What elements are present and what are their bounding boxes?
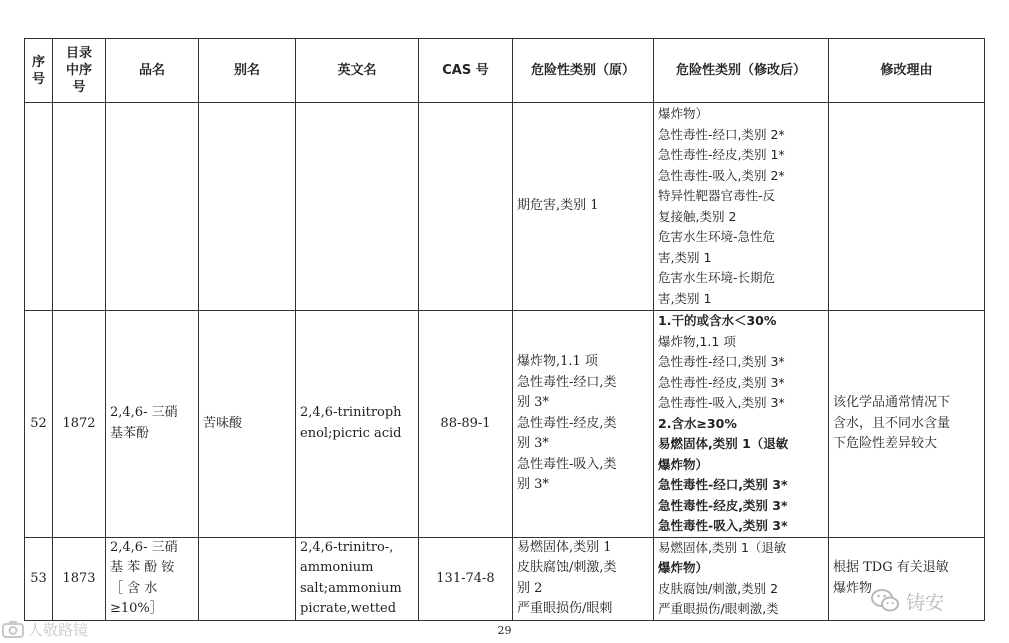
table-row [25,537,985,620]
cell-english-name [296,103,419,311]
watermark-right-text: 铸安 [906,591,945,614]
header-name: 品名 [106,39,199,103]
cell-hazard-revised: 1.干的或含水＜30% 爆炸物,1.1 项 急性毒性-经口,类别 3* 急性毒性-经皮,类别 3* 急性毒性-吸入,类别 3* 2.含水≥30% 易燃固体,类别 1（退敏 爆炸物） 急性毒性-经口,类别 3* 急性毒性-经皮,类别 3* 急性毒性-吸入,类别 3* [654,311,829,538]
header-alias: 别名 [199,39,296,103]
cell-hazard-original: 爆炸物,1.1 项 急性毒性-经口,类 别 3* 急性毒性-经皮,类 别 3* 急性毒性-吸入,类 别 3* [513,311,654,538]
header-cas: CAS 号 [419,39,513,103]
cell-reason: 根据 TDG 有关退敏 爆炸物 [829,537,985,620]
header-english-name: 英文名 [296,39,419,103]
cell-name: 2,4,6- 三硝 基苯酚 [106,311,199,538]
cell-cas [419,103,513,311]
cell-cas: 88-89-1 [419,311,513,538]
header-catalog-seq: 目录 中序 号 [53,39,106,103]
header-hazard-original: 危险性类别（原） [513,39,654,103]
cell-alias [199,537,296,620]
cell-english-name: 2,4,6-trinitro-, ammonium salt;ammonium picrate,wetted [296,537,419,620]
cell-name [106,103,199,311]
cell-catalog-seq: 1873 [53,537,106,620]
hazard-revision-table [24,38,985,621]
cell-hazard-original: 期危害,类别 1 [513,103,654,311]
cell-english-name: 2,4,6-trinitroph enol;picric acid [296,311,419,538]
wechat-icon [870,588,900,614]
cell-seq: 52 [25,311,53,538]
cell-hazard-revised: 易燃固体,类别 1（退敏 爆炸物） 皮肤腐蚀/刺激,类别 2 严重眼损伤/眼刺激,类 [654,537,829,620]
header-row [25,39,985,103]
cell-name: 2,4,6- 三硝 基 苯 酚 铵 ［ 含 水 ≥10%］ [106,537,199,620]
header-reason: 修改理由 [829,39,985,103]
header-seq: 序 号 [25,39,53,103]
watermark-left-text: 人敬路镜 [28,620,89,639]
cell-reason [829,103,985,311]
cell-catalog-seq [53,103,106,311]
cell-alias [199,103,296,311]
cell-cas: 131-74-8 [419,537,513,620]
cell-alias: 苦味酸 [199,311,296,538]
watermark-left [2,618,88,640]
table-row [25,103,985,311]
camera-icon [2,620,24,638]
cell-seq: 53 [25,537,53,620]
table-row [25,311,985,538]
cell-seq [25,103,53,311]
cell-reason: 该化学品通常情况下 含水，且不同水含量 下危险性差异较大 [829,311,985,538]
header-hazard-revised: 危险性类别（修改后） [654,39,829,103]
cell-catalog-seq: 1872 [53,311,106,538]
cell-hazard-revised: 爆炸物） 急性毒性-经口,类别 2* 急性毒性-经皮,类别 1* 急性毒性-吸入,类别 2* 特异性靶器官毒性-反 复接触,类别 2 危害水生环境-急性危 害,类别 1 危害水生环境-长期危 害,类别 1 [654,103,829,311]
cell-hazard-original: 易燃固体,类别 1 皮肤腐蚀/刺激,类 别 2 严重眼损伤/眼刺 [513,537,654,620]
watermark-right [870,586,944,616]
page-number: 29 [497,624,512,637]
